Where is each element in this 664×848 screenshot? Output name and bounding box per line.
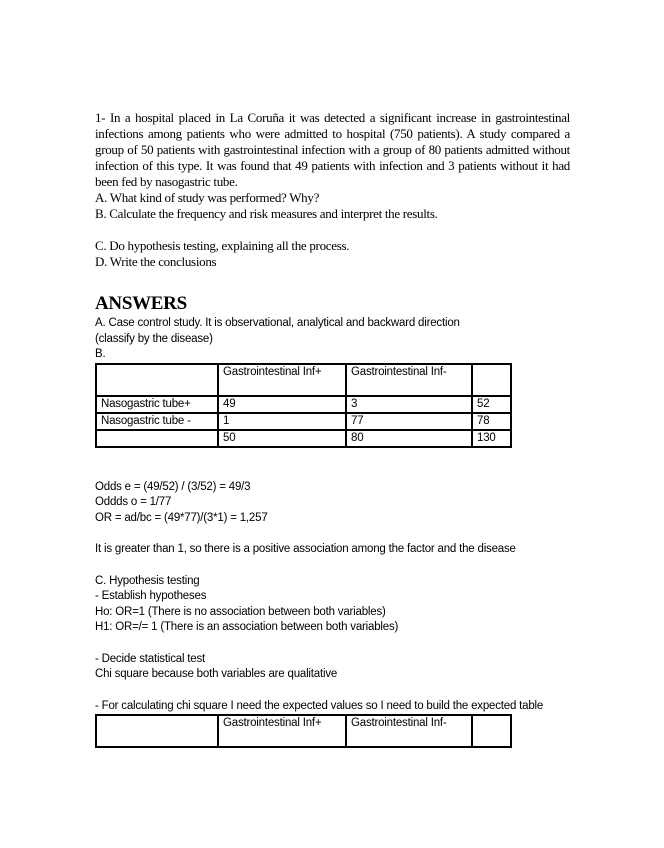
table-row bbox=[96, 413, 511, 430]
odds-unexposed: Oddds o = 1/77 bbox=[95, 496, 172, 508]
contingency-table bbox=[95, 363, 512, 448]
odds-exposed: Odds e = (49/52) / (3/52) = 49/3 bbox=[95, 480, 251, 493]
table-row-label: Nasogastric tube+ bbox=[96, 396, 218, 413]
table-cell: 130 bbox=[472, 430, 511, 447]
table-row-label bbox=[96, 430, 218, 447]
hypothesis-heading: C. Hypothesis testing bbox=[95, 574, 200, 587]
expected-table bbox=[95, 714, 512, 748]
null-hypothesis: Ho: OR=1 (There is no association between both variables) bbox=[95, 605, 386, 618]
alternative-hypothesis: H1: OR=/= 1 (There is an association between both variables) bbox=[95, 621, 399, 633]
table-cell: 1 bbox=[218, 413, 346, 430]
table-cell: 80 bbox=[346, 430, 472, 447]
question-c: C. Do hypothesis testing, explaining all the process. bbox=[95, 238, 350, 253]
table-header-cell: Gastrointestinal Inf+ bbox=[218, 364, 346, 396]
table-cell: 50 bbox=[218, 430, 346, 447]
table-row-label: Nasogastric tube - bbox=[96, 413, 218, 430]
chi-square-reason: Chi square because both variables are qualitative bbox=[95, 668, 338, 680]
table-header-row bbox=[96, 715, 511, 747]
table-cell bbox=[472, 715, 511, 747]
establish-hypotheses: - Establish hypotheses bbox=[95, 590, 207, 602]
decide-test: - Decide statistical test bbox=[95, 652, 206, 665]
answer-a-line1: A. Case control study. It is observational, analytical and backward direction bbox=[95, 317, 460, 329]
table-cell: 77 bbox=[346, 413, 472, 430]
table-cell bbox=[472, 364, 511, 396]
odds-ratio: OR = ad/bc = (49*77)/(3*1) = 1,257 bbox=[95, 511, 268, 524]
answer-a-line2: (classify by the disease) bbox=[95, 332, 213, 345]
table-row bbox=[96, 396, 511, 413]
table-cell: 3 bbox=[346, 396, 472, 413]
answers-heading: ANSWERS bbox=[95, 293, 187, 314]
question-b: B. Calculate the frequency and risk measures and interpret the results. bbox=[95, 206, 438, 221]
table-cell bbox=[96, 715, 218, 747]
answer-b-label: B. bbox=[95, 348, 106, 360]
document-page bbox=[95, 110, 570, 748]
table-cell bbox=[96, 364, 218, 396]
table-row bbox=[96, 430, 511, 447]
question-intro: 1- In a hospital placed in La Coruña it was detected a significant increase in gastrointestinal infections among patients who were admitted to hospital (750 patients). A study compared a group of 50 patients with gastrointestinal infection with a group of 80 patients admitted without infection of this type. It was found that 49 patients with infection and 3 patients without it had been fed by nasogastric tube. bbox=[95, 110, 570, 189]
table-header-cell: Gastrointestinal Inf- bbox=[346, 715, 472, 747]
table-cell: 52 bbox=[472, 396, 511, 413]
question-a: A. What kind of study was performed? Why? bbox=[95, 190, 320, 205]
expected-values-note: - For calculating chi square I need the expected values so I need to build the expected table bbox=[95, 699, 544, 712]
question-d: D. Write the conclusions bbox=[95, 254, 217, 269]
table-cell: 49 bbox=[218, 396, 346, 413]
table-cell: 78 bbox=[472, 413, 511, 430]
table-header-row bbox=[96, 364, 511, 396]
interpretation: It is greater than 1, so there is a positive association among the factor and the disease bbox=[95, 543, 516, 555]
table-header-cell: Gastrointestinal Inf- bbox=[346, 364, 472, 396]
table-header-cell: Gastrointestinal Inf+ bbox=[218, 715, 346, 747]
